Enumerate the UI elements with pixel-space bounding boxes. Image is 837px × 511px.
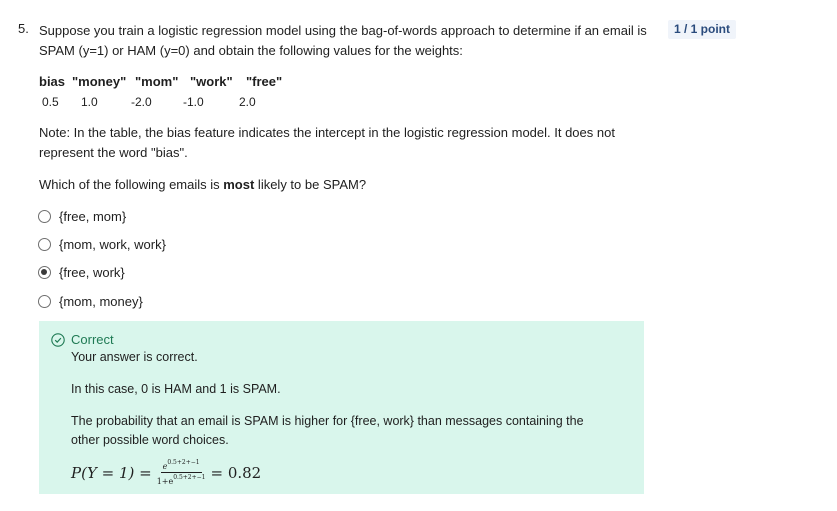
option-label: {free, work}: [59, 264, 125, 280]
option-label: {free, mom}: [59, 208, 127, 224]
weight-header-mom: "mom": [135, 74, 179, 89]
option-free-mom[interactable]: [38, 207, 126, 225]
weight-value-free: 2.0: [239, 95, 256, 109]
formula-result: = 0.82: [210, 463, 262, 482]
probability-formula: [71, 459, 261, 486]
weight-value-money: 1.0: [81, 95, 98, 109]
weight-header-work: "work": [190, 74, 233, 89]
option-label: {mom, work, work}: [59, 236, 166, 252]
question-number: 5.: [18, 21, 29, 36]
formula-denominator: [157, 473, 206, 486]
option-mom-money[interactable]: [38, 292, 143, 310]
weight-value-work: -1.0: [183, 95, 204, 109]
denominator-exponent: 0.5+2+−1: [173, 474, 206, 481]
radio-button[interactable]: [38, 295, 51, 308]
formula-lhs: P(Y = 1) =: [71, 463, 152, 482]
feedback-panel: [39, 321, 644, 494]
check-circle-icon: [51, 333, 65, 347]
prompt-bold: most: [223, 177, 255, 192]
radio-button[interactable]: [38, 238, 51, 251]
feedback-line-1: Your answer is correct.: [71, 350, 198, 364]
points-badge: 1 / 1 point: [668, 20, 736, 39]
formula-numerator: [161, 459, 202, 473]
feedback-title: Correct: [71, 332, 114, 347]
numerator-base: e: [162, 462, 168, 471]
prompt-before: Which of the following emails is: [39, 177, 224, 192]
weight-value-bias: 0.5: [42, 95, 59, 109]
feedback-line-3: The probability that an email is SPAM is higher for {free, work} than messages containing the other possible word choices.: [71, 414, 584, 447]
note-text: Note: In the table, the bias feature indicates the intercept in the logistic regression model. It does not represent the word "bias".: [39, 125, 615, 160]
radio-button[interactable]: [38, 210, 51, 223]
option-free-work[interactable]: [38, 263, 125, 281]
option-mom-work-work[interactable]: [38, 235, 166, 253]
numerator-exponent: 0.5+2+−1: [167, 459, 200, 466]
option-label: {mom, money}: [59, 293, 143, 309]
denominator-prefix: 1+e: [156, 477, 174, 486]
weight-header-free: "free": [246, 74, 283, 89]
question-text: Suppose you train a logistic regression model using the bag-of-words approach to determine if an email is SPAM (y=1) or HAM (y=0) and obtain the following values for the weights:: [39, 23, 647, 58]
question-prompt: [39, 175, 366, 195]
formula-fraction: [157, 459, 206, 486]
weight-header-money: "money": [72, 74, 127, 89]
weight-header-bias: bias: [39, 74, 66, 89]
prompt-after: likely to be SPAM?: [254, 177, 367, 192]
weight-value-mom: -2.0: [131, 95, 152, 109]
radio-button-selected[interactable]: [38, 266, 51, 279]
feedback-line-2: In this case, 0 is HAM and 1 is SPAM.: [71, 382, 281, 396]
